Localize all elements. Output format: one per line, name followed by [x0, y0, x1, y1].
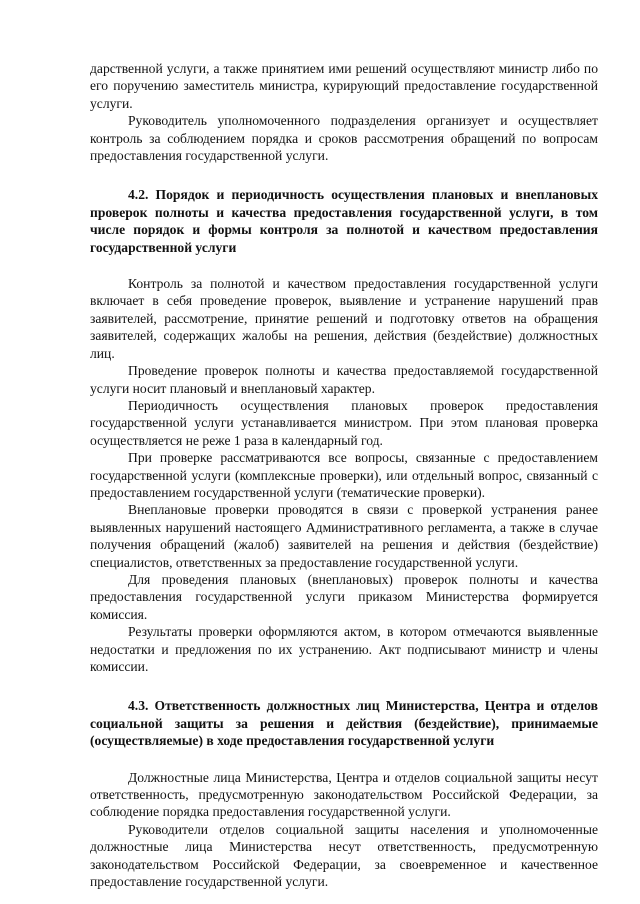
paragraph-inspection-periodicity: Периодичность осуществления плановых проверок предоставления государственной услуги устанавливается министром. При этом плановая проверка осуществляется не реже 1 раза в календарный год. — [90, 397, 598, 448]
paragraph-commission: Для проведения плановых (внеплановых) проверок полноты и качества предоставления государственной услуги приказом Министерства формируется комиссия. — [90, 571, 598, 622]
section-heading-4-3: 4.3. Ответственность должностных лиц Министерства, Центра и отделов социальной защиты за решения и действия (бездействие), принимаемые (осуществляемые) в ходе предоставления государственной услуги — [90, 698, 598, 749]
paragraph-heads-responsibility: Руководители отделов социальной защиты населения и уполномоченные должностные лица Министерства несут ответственность, предусмотренную законодательством Российской Федерации, за своевременное и качественное предоставление государственной услуги. — [90, 821, 598, 890]
paragraph-continuation: дарственной услуги, а также принятием ими решений осуществляют министр либо по его поручению заместитель министра, курирующий предоставление государственной услуги. — [90, 61, 598, 111]
paragraph-control-organizer: Руководитель уполномоченного подразделения организует и осуществляет контроль за соблюдением порядка и сроков рассмотрения обращений по вопросам предоставления государственной услуги. — [90, 113, 598, 164]
section-heading-4-2: 4.2. Порядок и периодичность осуществления плановых и внеплановых проверок полноты и качества предоставления государственной услуги, в том числе порядок и формы контроля за полнотой и качеством предоставления государственной услуги — [90, 187, 598, 255]
paragraph-unscheduled-inspections: Внеплановые проверки проводятся в связи с проверкой устранения ранее выявленных нарушений настоящего Административного регламента, а также в случае получения обращений (жалоб) заявителей на решения и действия (бездействие) специалистов, ответственных за предоставление государственной услуги. — [90, 502, 598, 570]
document-page — [90, 60, 598, 890]
spacer — [90, 164, 598, 186]
paragraph-inspection-questions: При проверке рассматриваются все вопросы, связанные с предоставлением государственной услуги (комплексные проверки), или отдельный вопрос, связанный с предоставлением государственной услуги (тематические проверки). — [90, 450, 598, 500]
spacer — [90, 675, 598, 697]
paragraph-inspection-types: Проведение проверок полноты и качества предоставляемой государственной услуги носит плановый и внеплановый характер. — [90, 363, 598, 396]
spacer — [90, 256, 598, 275]
paragraph-control-scope: Контроль за полнотой и качеством предоставления государственной услуги включает в себя проведение проверок, выявление и устранение нарушений прав заявителей, рассмотрение, принятие решений и подготовку ответов на обращения заявителей, содержащих жалобы на решения, действия (бездействие) должностных лиц. — [90, 276, 598, 361]
paragraph-officials-responsibility: Должностные лица Министерства, Центра и отделов социальной защиты несут ответственность, предусмотренную законодательством Российской Федерации, за соблюдение порядка предоставления государственной услуги. — [90, 769, 598, 820]
spacer — [90, 750, 598, 769]
paragraph-inspection-results: Результаты проверки оформляются актом, в котором отмечаются выявленные недостатки и предложения по их устранению. Акт подписывают министр и члены комиссии. — [90, 624, 598, 674]
